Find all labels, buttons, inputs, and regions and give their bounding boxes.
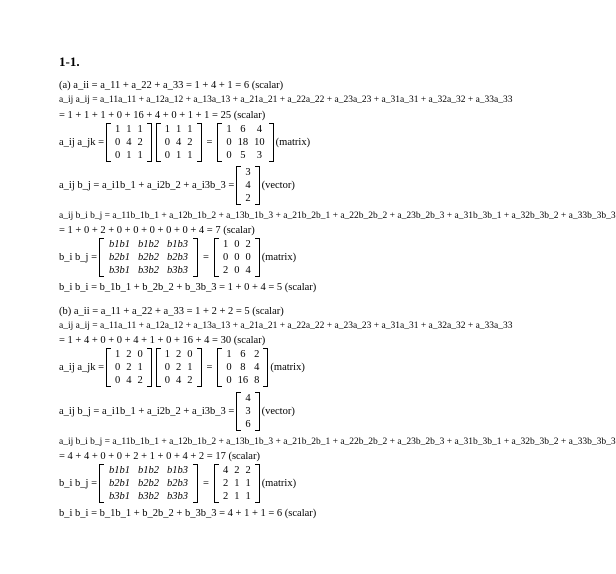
matrix-cell: b2b3 (167, 251, 189, 263)
matrix-row (112, 348, 146, 361)
matrix-grid (112, 348, 146, 387)
matrix-cell: 4 (222, 464, 229, 476)
matrix-cell: 16 (237, 374, 249, 386)
matrix-grid (112, 123, 146, 162)
matrix-row (162, 136, 196, 149)
b-quadratic-line: a_ij b_i b_j = a_11b_1b_1 + a_12b_1b_2 + a_13b_1b_3 + a_21b_2b_1 + a_22b_2b_2 + a_23b_2b_3 + a_31b_3b_1 + a_32b_3b_2 + a_33b_3b_3 (59, 437, 616, 447)
matrix-cell: 2 (176, 361, 182, 373)
a-product-matrix (217, 123, 273, 162)
matrix-cell: 4 (126, 136, 132, 148)
matrix-row (223, 374, 262, 387)
matrix-cell: 4 (176, 374, 182, 386)
matrix-cell: 2 (137, 136, 143, 148)
a-quadratic-line: a_ij b_i b_j = a_11b_1b_1 + a_12b_1b_2 + a_13b_1b_3 + a_21b_2b_1 + a_22b_2b_2 + a_23b_2b_3 + a_31b_3b_1 + a_32b_3b_2 + a_33b_3b_3 (59, 211, 616, 221)
b-matrix-right (156, 348, 202, 387)
matrix-row (105, 264, 192, 277)
a-double-dot-result: = 1 + 1 + 1 + 0 + 16 + 4 + 0 + 1 + 1 = 25 (scalar) (59, 110, 266, 121)
b-equals-sign: = (206, 361, 213, 373)
a-trace-line: (a) a_ii = a_11 + a_22 + a_33 = 1 + 4 + 1 = 6 (scalar) (59, 80, 284, 91)
matrix-row (220, 477, 254, 490)
b-product-lhs: a_ij a_jk = (59, 361, 104, 373)
matrix-row (162, 361, 196, 374)
matrix-row (112, 136, 146, 149)
matrix-cell: 1 (226, 348, 232, 360)
matrix-cell: 2 (126, 361, 132, 373)
matrix-cell: 0 (226, 149, 232, 161)
matrix-cell: 1 (126, 123, 132, 135)
matrix-cell: 1 (115, 348, 121, 360)
matrix-cell: 0 (115, 149, 121, 161)
matrix-row (220, 238, 254, 251)
matrix-cell: 1 (137, 361, 143, 373)
matrix-row (220, 264, 254, 277)
matrix-cell: b2b1 (109, 251, 131, 263)
matrix-cell: 2 (187, 374, 193, 386)
b-dyad (59, 462, 296, 504)
a-quadratic-result: = 1 + 0 + 2 + 0 + 0 + 0 + 0 + 0 + 4 = 7 (scalar) (59, 225, 255, 236)
a-dyad-matrix (214, 238, 260, 277)
a-matrix-product (59, 121, 310, 163)
matrix-row (242, 418, 253, 431)
matrix-cell: 0 (164, 361, 170, 373)
matrix-cell: 1 (176, 123, 182, 135)
matrix-cell: 2 (187, 136, 193, 148)
a-dot-line: b_i b_i = b_1b_1 + b_2b_2 + b_3b_3 = 1 + 0 + 4 = 5 (scalar) (59, 282, 317, 293)
matrix-cell: 0 (234, 251, 240, 263)
matrix-cell: 0 (164, 149, 170, 161)
matrix-cell: 1 (187, 361, 193, 373)
b-matrix-left (106, 348, 152, 387)
b-vector-label: (vector) (261, 405, 295, 417)
matrix-cell: 0 (222, 251, 229, 263)
matrix-cell: 4 (254, 361, 260, 373)
matrix-cell: 0 (226, 361, 232, 373)
matrix-row (242, 192, 253, 205)
matrix-cell: b2b2 (138, 477, 160, 489)
matrix-cell: 1 (245, 490, 251, 502)
matrix-grid (220, 464, 254, 503)
matrix-cell: 4 (256, 123, 263, 135)
matrix-cell: b3b1 (109, 264, 131, 276)
matrix-cell: 6 (245, 418, 251, 430)
matrix-cell: 4 (245, 392, 251, 404)
matrix-row (223, 123, 267, 136)
matrix-cell: 0 (115, 374, 121, 386)
matrix-row (242, 166, 253, 179)
matrix-cell: b1b2 (138, 238, 160, 250)
matrix-cell: b1b1 (109, 238, 131, 250)
matrix-cell: 1 (137, 149, 143, 161)
matrix-cell: 0 (234, 238, 240, 250)
matrix-cell: 1 (137, 123, 143, 135)
matrix-row (105, 464, 192, 477)
matrix-cell: 1 (234, 477, 240, 489)
matrix-cell: 3 (245, 405, 251, 417)
a-matrix-left (106, 123, 152, 162)
matrix-cell: 1 (164, 123, 170, 135)
b-double-dot-result: = 1 + 4 + 0 + 0 + 4 + 1 + 0 + 16 + 4 = 30 (scalar) (59, 335, 266, 346)
matrix-cell: 4 (245, 179, 251, 191)
matrix-cell: 0 (226, 136, 232, 148)
matrix-cell: 10 (254, 136, 265, 148)
b-matrix-label: (matrix) (270, 361, 305, 373)
matrix-cell: b3b3 (167, 264, 189, 276)
matrix-cell: b3b1 (109, 490, 131, 502)
matrix-row (112, 374, 146, 387)
matrix-cell: 0 (226, 374, 232, 386)
matrix-cell: 2 (126, 348, 132, 360)
matrix-cell: 2 (234, 464, 240, 476)
matrix-cell: 0 (115, 361, 121, 373)
matrix-cell: 1 (234, 490, 240, 502)
matrix-cell: b2b1 (109, 477, 131, 489)
b-dyad-lhs: b_i b_j = (59, 477, 98, 489)
b-dot-line: b_i b_i = b_1b_1 + b_2b_2 + b_3b_3 = 4 + 1 + 1 = 6 (scalar) (59, 508, 317, 519)
matrix-row (223, 136, 267, 149)
matrix-cell: 0 (164, 136, 170, 148)
matrix-grid (242, 166, 253, 205)
a-product-lhs: a_ij a_jk = (59, 136, 104, 148)
matrix-cell: 0 (234, 264, 240, 276)
matrix-row (223, 149, 267, 162)
matrix-row (220, 464, 254, 477)
matrix-cell: 2 (245, 464, 251, 476)
matrix-row (242, 179, 253, 192)
a-dyad-label: (matrix) (261, 251, 297, 263)
a-dyad (59, 236, 296, 278)
problem-heading: 1-1. (59, 54, 80, 69)
matrix-row (105, 477, 192, 490)
matrix-cell: 1 (222, 238, 229, 250)
matrix-cell: 1 (176, 149, 182, 161)
b-vector-result (236, 392, 259, 431)
b-product-matrix (217, 348, 268, 387)
matrix-row (105, 490, 192, 503)
matrix-cell: 1 (187, 123, 193, 135)
matrix-row (162, 374, 196, 387)
matrix-row (220, 490, 254, 503)
matrix-cell: 6 (240, 348, 246, 360)
matrix-grid (162, 123, 196, 162)
b-trace-line: (b) a_ii = a_11 + a_22 + a_33 = 1 + 2 + 2 = 5 (scalar) (59, 306, 284, 317)
matrix-cell: 8 (254, 374, 260, 386)
matrix-cell: 0 (245, 251, 251, 263)
matrix-grid (162, 348, 196, 387)
matrix-row (242, 392, 253, 405)
matrix-cell: b2b2 (138, 251, 160, 263)
matrix-cell: b1b3 (167, 238, 189, 250)
matrix-cell: b1b3 (167, 464, 189, 476)
b-dyad-matrix (214, 464, 260, 503)
a-matrix-right (156, 123, 202, 162)
matrix-row (223, 348, 262, 361)
matrix-cell: 1 (245, 477, 251, 489)
a-dyad-equals: = (203, 251, 209, 263)
matrix-row (223, 361, 262, 374)
matrix-cell: b3b2 (138, 490, 160, 502)
a-vector-product (59, 164, 295, 206)
matrix-cell: 1 (226, 123, 232, 135)
matrix-row (220, 251, 254, 264)
matrix-cell: 2 (222, 477, 229, 489)
matrix-grid (242, 392, 253, 431)
b-dyad-symbolic (99, 464, 198, 503)
a-vector-label: (vector) (261, 179, 295, 191)
matrix-row (112, 149, 146, 162)
matrix-cell: b2b3 (167, 477, 189, 489)
matrix-cell: 4 (245, 264, 251, 276)
matrix-cell: 2 (245, 238, 251, 250)
matrix-grid (220, 238, 254, 277)
a-vector-lhs: a_ij b_j = a_i1b_1 + a_i2b_2 + a_i3b_3 = (59, 179, 235, 191)
b-vector-lhs: a_ij b_j = a_i1b_1 + a_i2b_2 + a_i3b_3 = (59, 405, 235, 417)
a-matrix-label: (matrix) (275, 136, 311, 148)
matrix-cell: 1 (126, 149, 132, 161)
b-double-dot-line: a_ij a_ij = a_11a_11 + a_12a_12 + a_13a_13 + a_21a_21 + a_22a_22 + a_23a_23 + a_31a_31 + a_32a_32 + a_33a_33 (59, 321, 513, 331)
matrix-cell: 2 (176, 348, 182, 360)
matrix-cell: 6 (240, 123, 246, 135)
matrix-row (162, 123, 196, 136)
b-dyad-equals: = (203, 477, 209, 489)
matrix-grid (223, 123, 267, 162)
matrix-cell: b1b1 (109, 464, 131, 476)
matrix-cell: b3b3 (167, 490, 189, 502)
b-vector-product (59, 390, 295, 432)
matrix-cell: b3b2 (138, 264, 160, 276)
matrix-cell: 1 (164, 348, 170, 360)
matrix-row (105, 251, 192, 264)
b-quadratic-result: = 4 + 4 + 0 + 0 + 2 + 1 + 0 + 4 + 2 = 17 (scalar) (59, 451, 260, 462)
matrix-cell: 2 (245, 192, 251, 204)
matrix-cell: b1b2 (138, 464, 160, 476)
matrix-grid (223, 348, 262, 387)
a-vector-result (236, 166, 259, 205)
matrix-cell: 2 (222, 490, 229, 502)
a-double-dot-line: a_ij a_ij = a_11a_11 + a_12a_12 + a_13a_13 + a_21a_21 + a_22a_22 + a_23a_23 + a_31a_31 + a_32a_32 + a_33a_33 (59, 95, 513, 105)
matrix-cell: 0 (137, 348, 143, 360)
matrix-row (112, 123, 146, 136)
matrix-cell: 8 (240, 361, 246, 373)
matrix-cell: 4 (176, 136, 182, 148)
matrix-cell: 0 (164, 374, 170, 386)
b-matrix-product (59, 346, 305, 388)
matrix-cell: 4 (126, 374, 132, 386)
matrix-grid (105, 464, 192, 503)
matrix-cell: 0 (115, 136, 121, 148)
matrix-cell: 2 (222, 264, 229, 276)
matrix-grid (105, 238, 192, 277)
matrix-cell: 5 (240, 149, 246, 161)
matrix-row (242, 405, 253, 418)
matrix-cell: 18 (237, 136, 249, 148)
matrix-cell: 3 (245, 166, 251, 178)
matrix-cell: 1 (187, 149, 193, 161)
matrix-cell: 2 (254, 348, 260, 360)
matrix-row (162, 149, 196, 162)
matrix-cell: 0 (187, 348, 193, 360)
a-equals-sign: = (206, 136, 213, 148)
matrix-row (105, 238, 192, 251)
b-dyad-label: (matrix) (261, 477, 297, 489)
a-dyad-symbolic (99, 238, 198, 277)
matrix-row (162, 348, 196, 361)
matrix-cell: 3 (256, 149, 263, 161)
matrix-row (112, 361, 146, 374)
matrix-cell: 2 (137, 374, 143, 386)
a-dyad-lhs: b_i b_j = (59, 251, 98, 263)
matrix-cell: 1 (115, 123, 121, 135)
